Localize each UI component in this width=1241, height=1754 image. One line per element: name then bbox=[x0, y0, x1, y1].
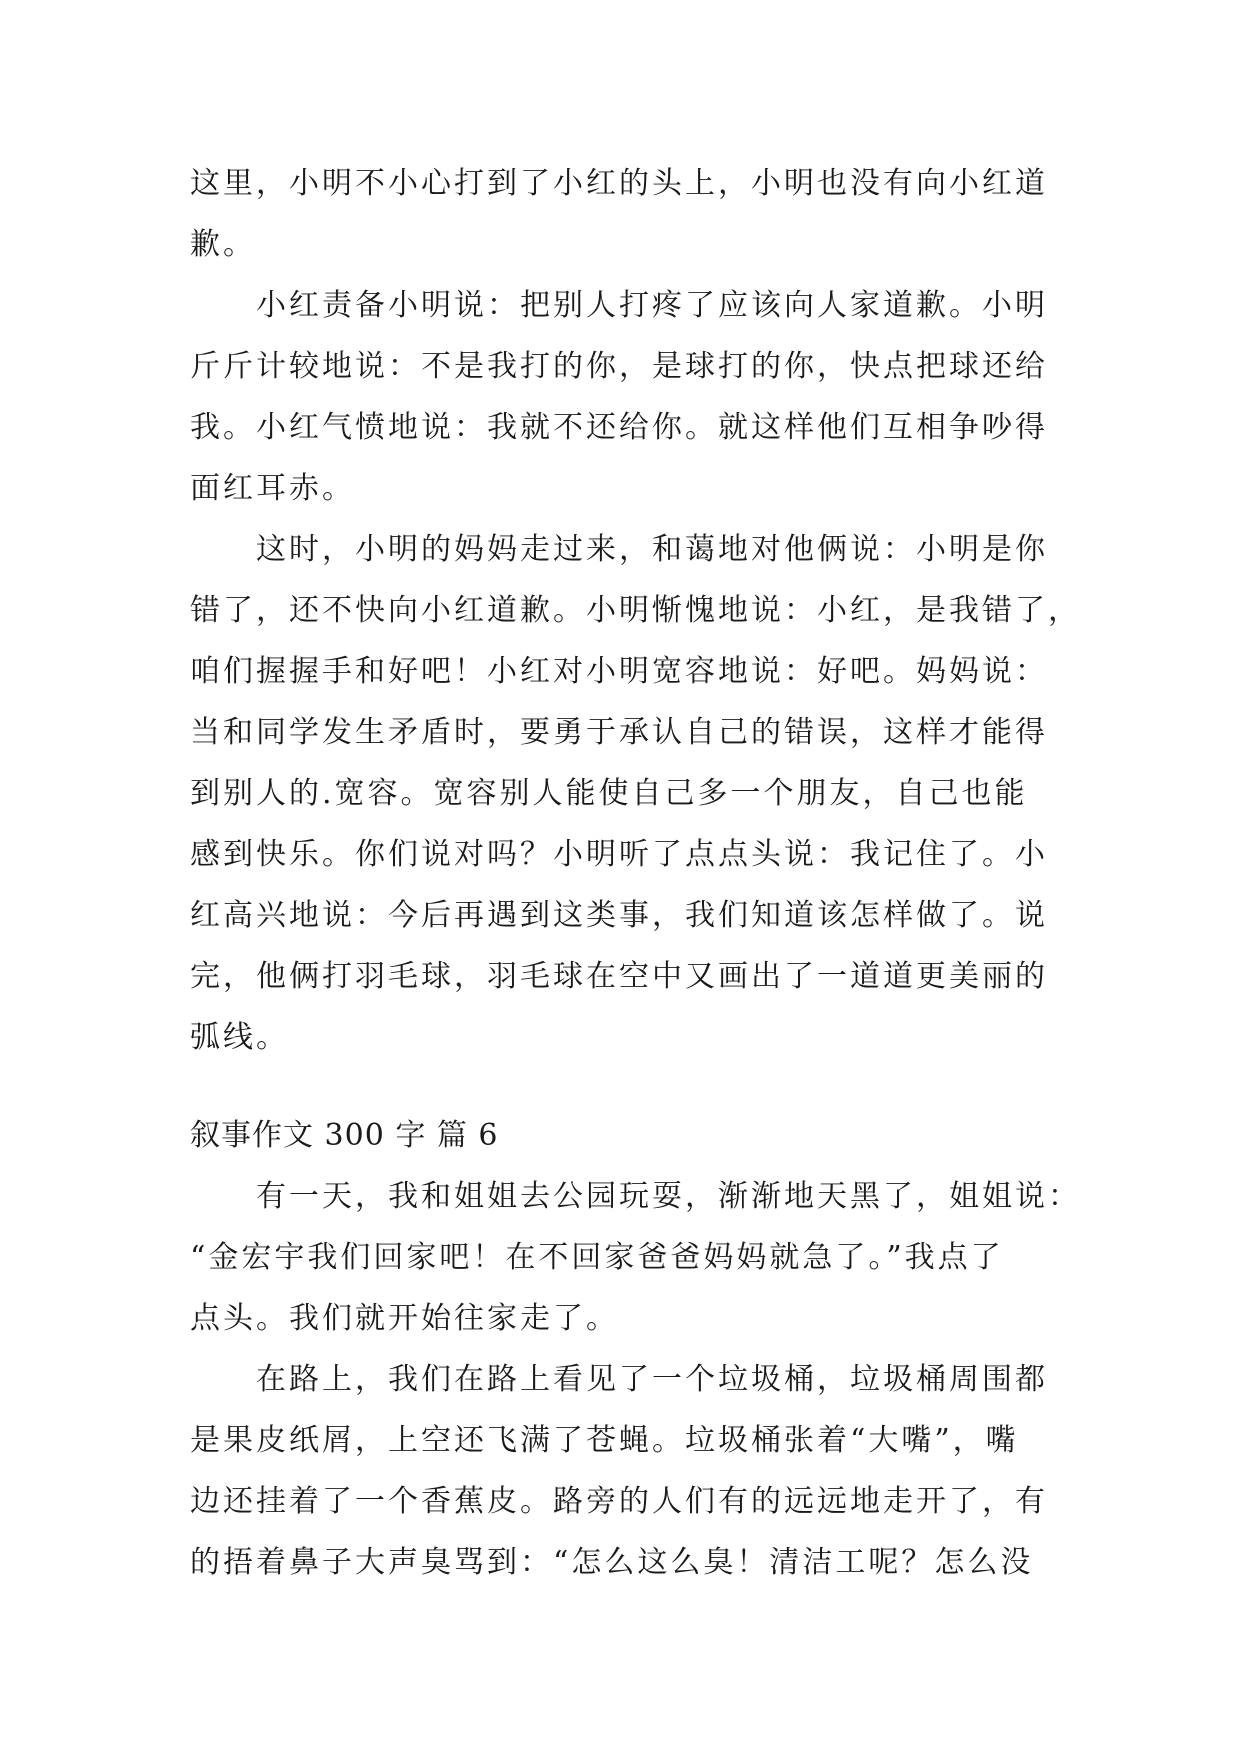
text-line: 歉。 bbox=[190, 227, 256, 262]
text-line: 完，他俩打羽毛球，羽毛球在空中又画出了一道道更美丽的 bbox=[190, 959, 1048, 994]
story-continuation bbox=[190, 153, 1081, 1068]
text-line: 有一天，我和姐姐去公园玩耍，渐渐地天黑了，姐姐说： bbox=[190, 1179, 1081, 1214]
text-line: 到别人的.宽容。宽容别人能使自己多一个朋友，自己也能 bbox=[190, 776, 1028, 811]
text-line: 咱们握握手和好吧！小红对小明宽容地说：好吧。妈妈说： bbox=[190, 654, 1048, 689]
text-line: 感到快乐。你们说对吗？小明听了点点头说：我记住了。小 bbox=[190, 837, 1048, 872]
section-heading: 叙事作文 300 字 篇 6 bbox=[190, 1118, 499, 1153]
text-line: 点头。我们就开始往家走了。 bbox=[190, 1301, 619, 1336]
text-line: 斤斤计较地说：不是我打的你，是球打的你，快点把球还给 bbox=[190, 349, 1048, 384]
text-line: 错了，还不快向小红道歉。小明惭愧地说：小红，是我错了， bbox=[190, 593, 1081, 628]
text-line: 弧线。 bbox=[190, 1020, 289, 1055]
text-line: “金宏宇我们回家吧！在不回家爸爸妈妈就急了。”我点了 bbox=[190, 1240, 1004, 1275]
text-line: 当和同学发生矛盾时，要勇于承认自己的错误，这样才能得 bbox=[190, 715, 1048, 750]
text-line: 的捂着鼻子大声臭骂到：“怎么这么臭！清洁工呢？怎么没 bbox=[190, 1545, 1034, 1580]
text-line: 是果皮纸屑，上空还飞满了苍蝇。垃圾桶张着“大嘴”，嘴 bbox=[190, 1423, 1019, 1458]
text-line: 这里，小明不小心打到了小红的头上，小明也没有向小红道 bbox=[190, 166, 1048, 201]
text-line: 红高兴地说：今后再遇到这类事，我们知道该怎样做了。说 bbox=[190, 898, 1048, 933]
text-line: 在路上，我们在路上看见了一个垃圾桶，垃圾桶周围都 bbox=[190, 1362, 1048, 1397]
text-line: 面红耳赤。 bbox=[190, 471, 355, 506]
text-line: 边还挂着了一个香蕉皮。路旁的人们有的远远地走开了，有 bbox=[190, 1484, 1048, 1519]
text-line: 这时，小明的妈妈走过来，和蔼地对他俩说：小明是你 bbox=[190, 532, 1048, 567]
essay-body bbox=[190, 1166, 1081, 1593]
section-heading-block bbox=[190, 1105, 1060, 1166]
text-line: 我。小红气愤地说：我就不还给你。就这样他们互相争吵得 bbox=[190, 410, 1048, 445]
text-line: 小红责备小明说：把别人打疼了应该向人家道歉。小明 bbox=[190, 288, 1048, 323]
